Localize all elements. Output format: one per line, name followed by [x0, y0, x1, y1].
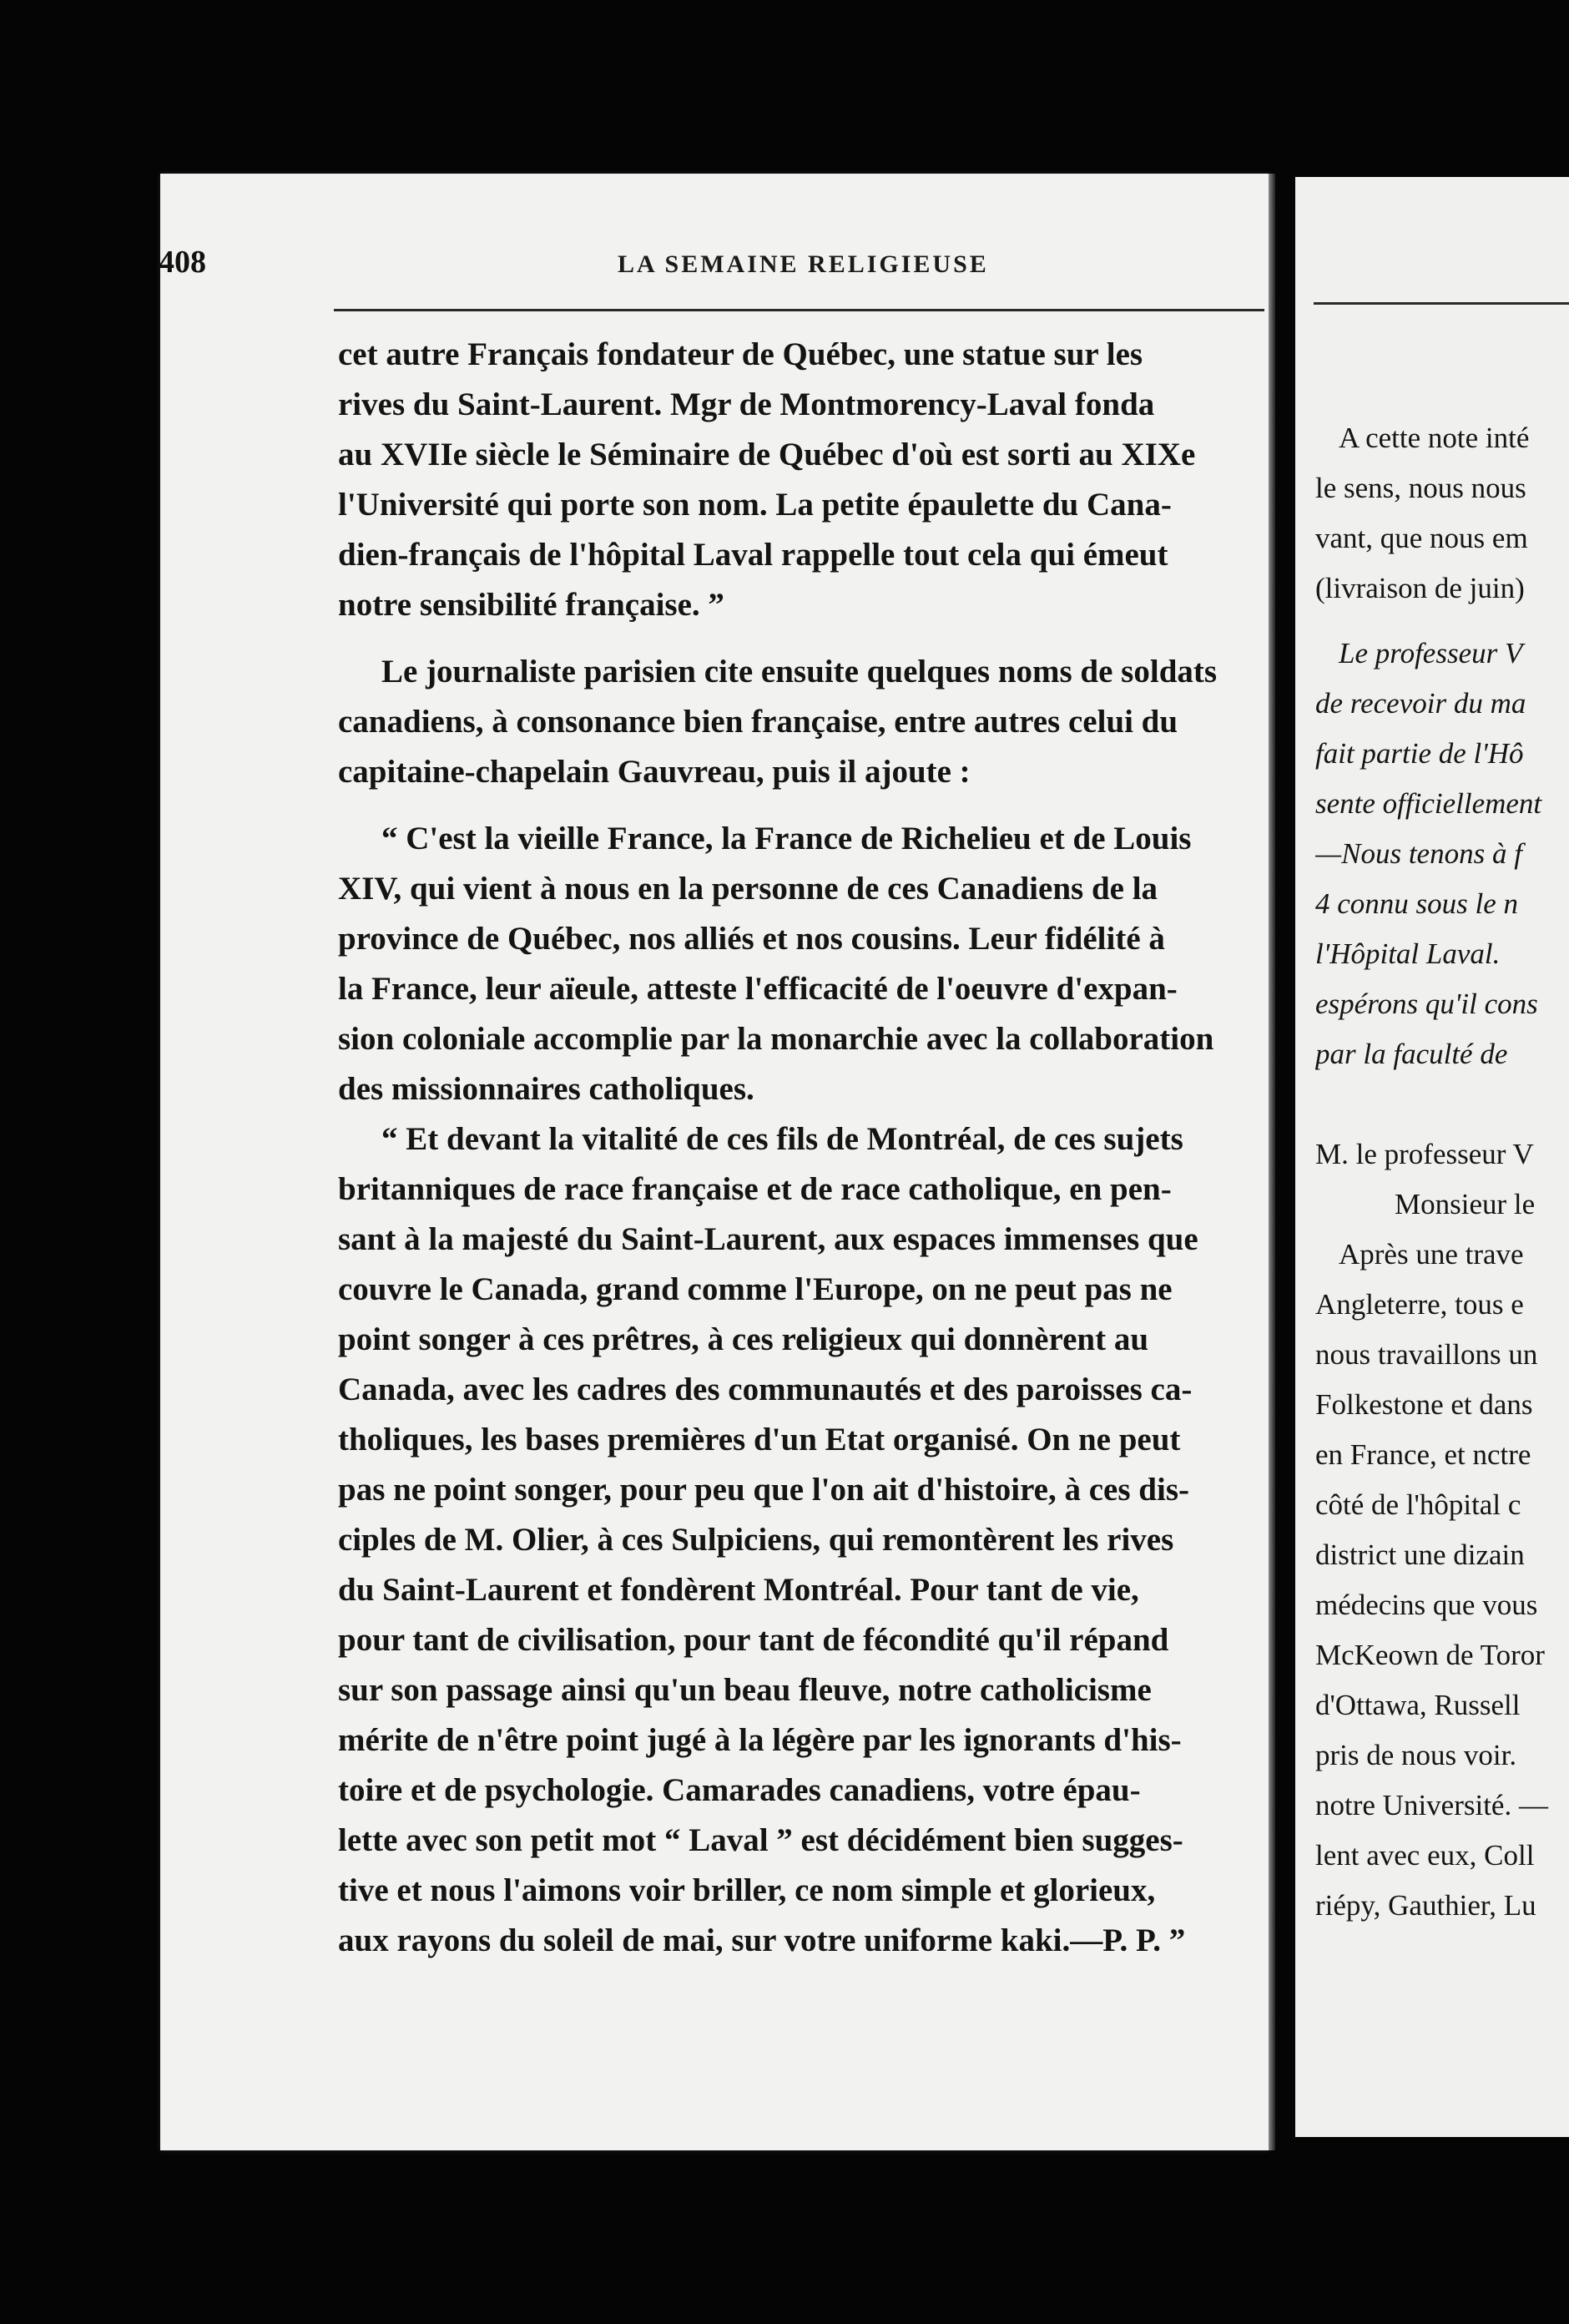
text-line: cet autre Français fondateur de Québec, une statue sur les: [338, 336, 1143, 372]
text-line: mérite de n'être point jugé à la légère par les ignorants d'his-: [338, 1722, 1182, 1758]
paragraph-1: [338, 330, 1256, 630]
text-line: vant, que nous em: [1315, 522, 1528, 554]
text-line: pas ne point songer, pour peu que l'on ait d'histoire, à ces dis-: [338, 1472, 1189, 1508]
text-line: “ C'est la vieille France, la France de Richelieu et de Louis: [381, 821, 1192, 856]
text-line: sur son passage ainsi qu'un beau fleuve, notre catholicisme: [338, 1672, 1152, 1708]
text-line: (livraison de juin): [1315, 572, 1525, 604]
text-line: Le journaliste parisien cite ensuite quelques noms de soldats: [381, 654, 1218, 690]
text-line: “ Et devant la vitalité de ces fils de Montréal, de ces sujets: [381, 1121, 1183, 1157]
text-line: d'Ottawa, Russell: [1315, 1689, 1521, 1721]
text-line: Le professeur V: [1339, 637, 1523, 669]
text-line: tholiques, les bases premières d'un Etat organisé. On ne peut: [338, 1422, 1181, 1458]
running-title: LA SEMAINE RELIGIEUSE: [618, 250, 989, 278]
body-text: [338, 330, 1256, 1966]
paragraph-2: [338, 647, 1256, 797]
right-header-rule: [1314, 302, 1569, 305]
text-line: A cette note inté: [1339, 422, 1530, 454]
text-line: McKeown de Toror: [1315, 1639, 1545, 1671]
text-line: Folkestone et dans: [1315, 1388, 1533, 1421]
header-rule: [334, 309, 1264, 311]
text-line: riépy, Gauthier, Lu: [1315, 1889, 1536, 1922]
text-line: sant à la majesté du Saint-Laurent, aux espaces immenses que: [338, 1221, 1198, 1257]
text-line: par la faculté de: [1315, 1038, 1508, 1070]
text-line: des missionnaires catholiques.: [338, 1071, 754, 1107]
paragraph-3: [338, 814, 1256, 1114]
text-line: province de Québec, nos alliés et nos cousins. Leur fidélité à: [338, 921, 1165, 957]
text-line: ciples de M. Olier, à ces Sulpiciens, qui remontèrent les rives: [338, 1522, 1174, 1558]
text-line: sente officiellement: [1315, 787, 1542, 820]
text-line: lette avec son petit mot “ Laval ” est décidément bien sugges-: [338, 1822, 1183, 1858]
text-line: en France, et nctre: [1315, 1438, 1531, 1471]
text-line: rives du Saint-Laurent. Mgr de Montmorency-Laval fonda: [338, 386, 1155, 422]
text-line: médecins que vous: [1315, 1589, 1538, 1621]
text-line: l'Université qui porte son nom. La petite épaulette du Cana-: [338, 487, 1172, 523]
text-line: Angleterre, tous e: [1315, 1288, 1524, 1321]
right-page-text: [1315, 413, 1569, 1931]
text-line: fait partie de l'Hô: [1315, 737, 1524, 770]
text-line: britanniques de race française et de race catholique, en pen-: [338, 1171, 1172, 1207]
text-line: dien-français de l'hôpital Laval rappelle tout cela qui émeut: [338, 537, 1168, 573]
text-line: couvre le Canada, grand comme l'Europe, on ne peut pas ne: [338, 1271, 1173, 1307]
text-line: au XVIIe siècle le Séminaire de Québec d'où est sorti au XIXe: [338, 437, 1196, 472]
text-line: le sens, nous nous: [1315, 472, 1526, 504]
text-line: espérons qu'il cons: [1315, 988, 1538, 1020]
text-line: côté de l'hôpital c: [1315, 1488, 1521, 1521]
text-line: sion coloniale accomplie par la monarchie avec la collaboration: [338, 1021, 1214, 1057]
text-line: point songer à ces prêtres, à ces religieux qui donnèrent au: [338, 1321, 1149, 1357]
text-line: l'Hôpital Laval.: [1315, 937, 1501, 970]
text-line: pris de nous voir.: [1315, 1739, 1517, 1771]
text-line: du Saint-Laurent et fondèrent Montréal. Pour tant de vie,: [338, 1572, 1139, 1608]
paragraph-4: [338, 1114, 1256, 1966]
text-line: capitaine-chapelain Gauvreau, puis il ajoute :: [338, 754, 971, 790]
page-gutter-shadow: [1269, 174, 1275, 2150]
text-line: nous travaillons un: [1315, 1338, 1538, 1371]
text-line: de recevoir du ma: [1315, 687, 1526, 720]
text-line: tive et nous l'aimons voir briller, ce nom simple et glorieux,: [338, 1872, 1156, 1908]
text-line: —Nous tenons à f: [1315, 837, 1522, 870]
text-line: notre Université. —: [1315, 1789, 1548, 1821]
text-line: 4 connu sous le n: [1315, 887, 1519, 920]
page-number: 408: [159, 245, 206, 280]
text-line: lent avec eux, Coll: [1315, 1839, 1535, 1872]
text-line: M. le professeur V: [1315, 1138, 1534, 1170]
text-line: Canada, avec les cadres des communautés et des paroisses ca-: [338, 1372, 1193, 1407]
text-line: notre sensibilité française. ”: [338, 587, 724, 623]
text-line: district une dizain: [1315, 1538, 1525, 1571]
text-line: pour tant de civilisation, pour tant de fécondité qu'il répand: [338, 1622, 1169, 1658]
text-line: Après une trave: [1339, 1238, 1524, 1271]
text-line: Monsieur le: [1395, 1188, 1536, 1220]
text-line: XIV, qui vient à nous en la personne de ces Canadiens de la: [338, 871, 1158, 907]
text-line: aux rayons du soleil de mai, sur votre uniforme kaki.—P. P. ”: [338, 1922, 1186, 1958]
text-line: toire et de psychologie. Camarades canadiens, votre épau-: [338, 1772, 1141, 1808]
text-line: la France, leur aïeule, atteste l'efficacité de l'oeuvre d'expan-: [338, 971, 1178, 1007]
text-line: canadiens, à consonance bien française, entre autres celui du: [338, 704, 1178, 740]
